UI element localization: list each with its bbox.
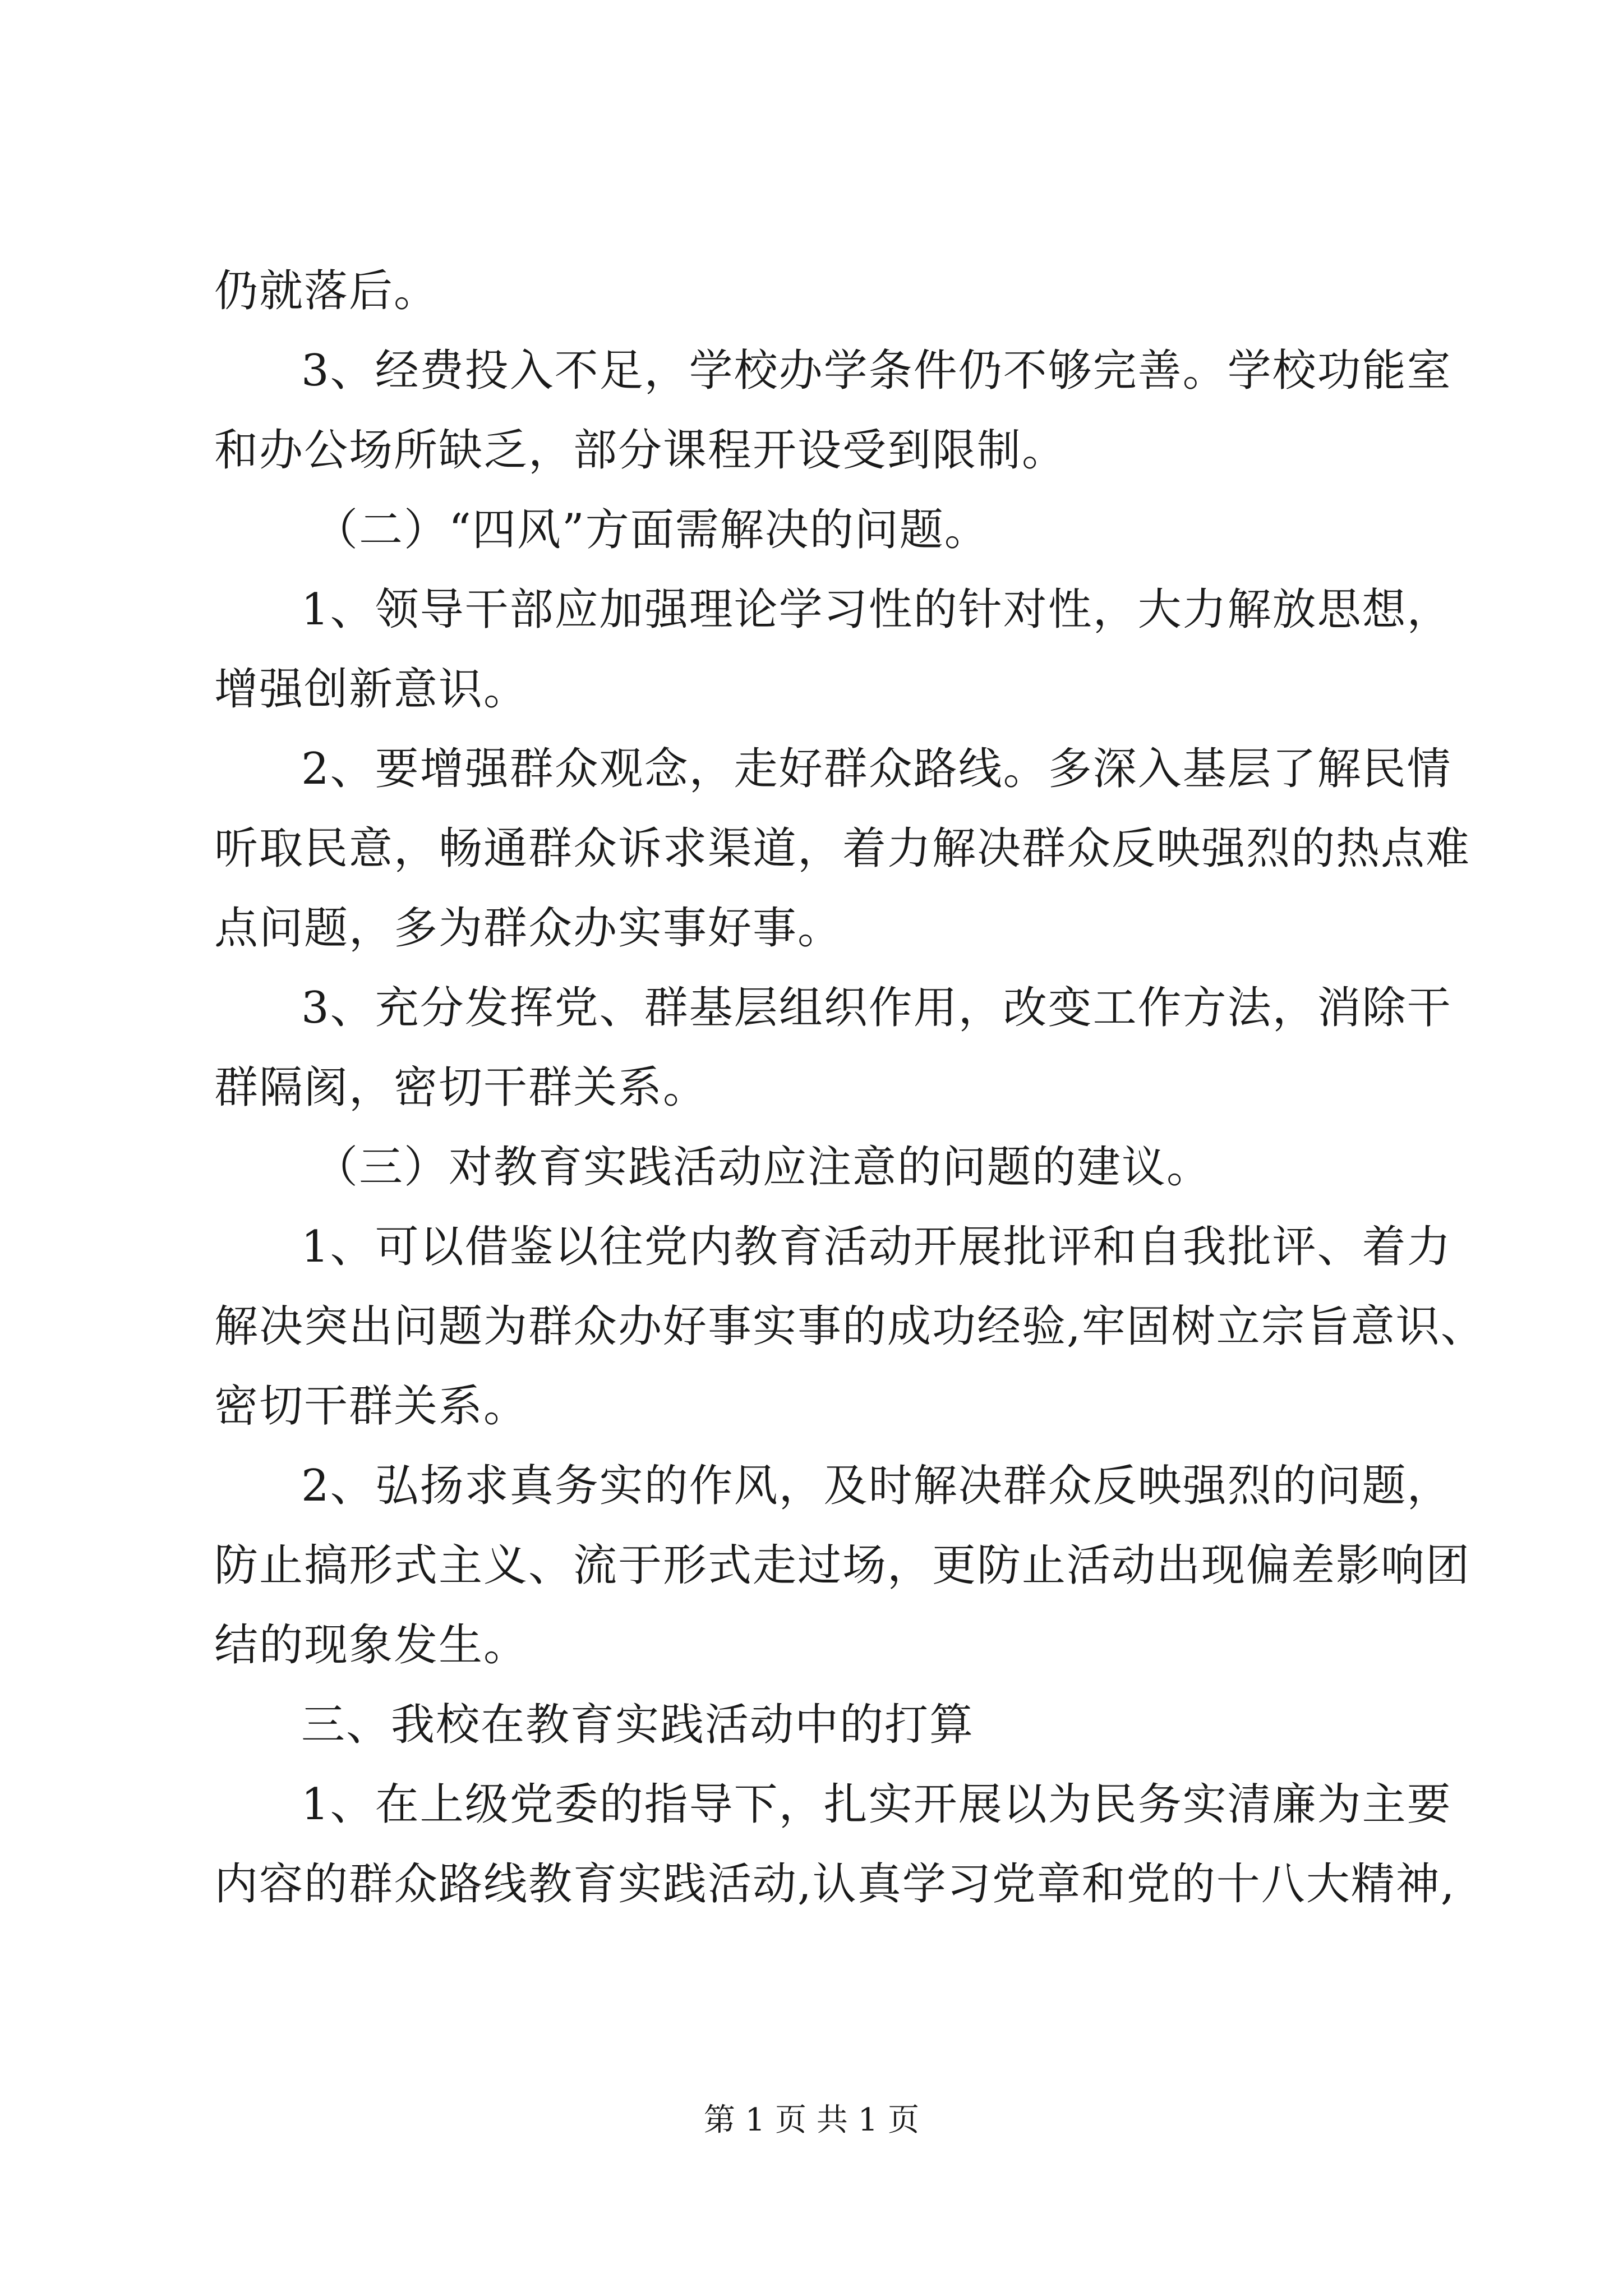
text-line: 1、在上级党委的指导下，扎实开展以为民务实清廉为主要 <box>301 1779 1452 1830</box>
section-heading: （二）“四风”方面需解决的问题。 <box>314 505 989 555</box>
page-number-label: 第 1 页 共 1 页 <box>703 2102 920 2138</box>
text-line: 点问题，多为群众办实事好事。 <box>214 903 843 954</box>
text-line: 听取民意，畅通群众诉求渠道，着力解决群众反映强烈的热点难 <box>214 823 1471 874</box>
document-body <box>214 251 1486 1924</box>
text-line: 2、要增强群众观念，走好群众路线。多深入基层了解民情 <box>301 744 1452 794</box>
text-line: 增强创新意识。 <box>214 664 529 715</box>
text-line: 解决突出问题为群众办好事实事的成功经验,牢固树立宗旨意识、 <box>214 1301 1486 1352</box>
page-footer <box>0 2098 1623 2143</box>
text-line: 群隔阂，密切干群关系。 <box>214 1062 708 1113</box>
text-line: 和办公场所缺乏，部分课程开设受到限制。 <box>214 425 1067 476</box>
section-heading: （三）对教育实践活动应注意的问题的建议。 <box>314 1142 1212 1193</box>
text-line: 密切干群关系。 <box>214 1381 529 1432</box>
text-line: 3、经费投入不足，学校办学条件仍不够完善。学校功能室 <box>301 346 1452 396</box>
text-line: 内容的群众路线教育实践活动,认真学习党章和党的十八大精神, <box>214 1859 1456 1910</box>
text-line: 1、可以借鉴以往党内教育活动开展批评和自我批评、着力 <box>301 1222 1452 1272</box>
text-line: 3、充分发挥党、群基层组织作用，改变工作方法，消除干 <box>301 983 1452 1033</box>
text-line: 1、领导干部应加强理论学习性的针对性，大力解放思想， <box>301 585 1452 635</box>
text-line: 结的现象发生。 <box>214 1620 529 1671</box>
section-heading: 三、我校在教育实践活动中的打算 <box>301 1700 975 1750</box>
text-line: 防止搞形式主义、流于形式走过场，更防止活动出现偏差影响团 <box>214 1540 1471 1591</box>
text-line: 仍就落后。 <box>214 266 439 316</box>
text-line: 2、弘扬求真务实的作风，及时解决群众反映强烈的问题， <box>301 1461 1452 1511</box>
